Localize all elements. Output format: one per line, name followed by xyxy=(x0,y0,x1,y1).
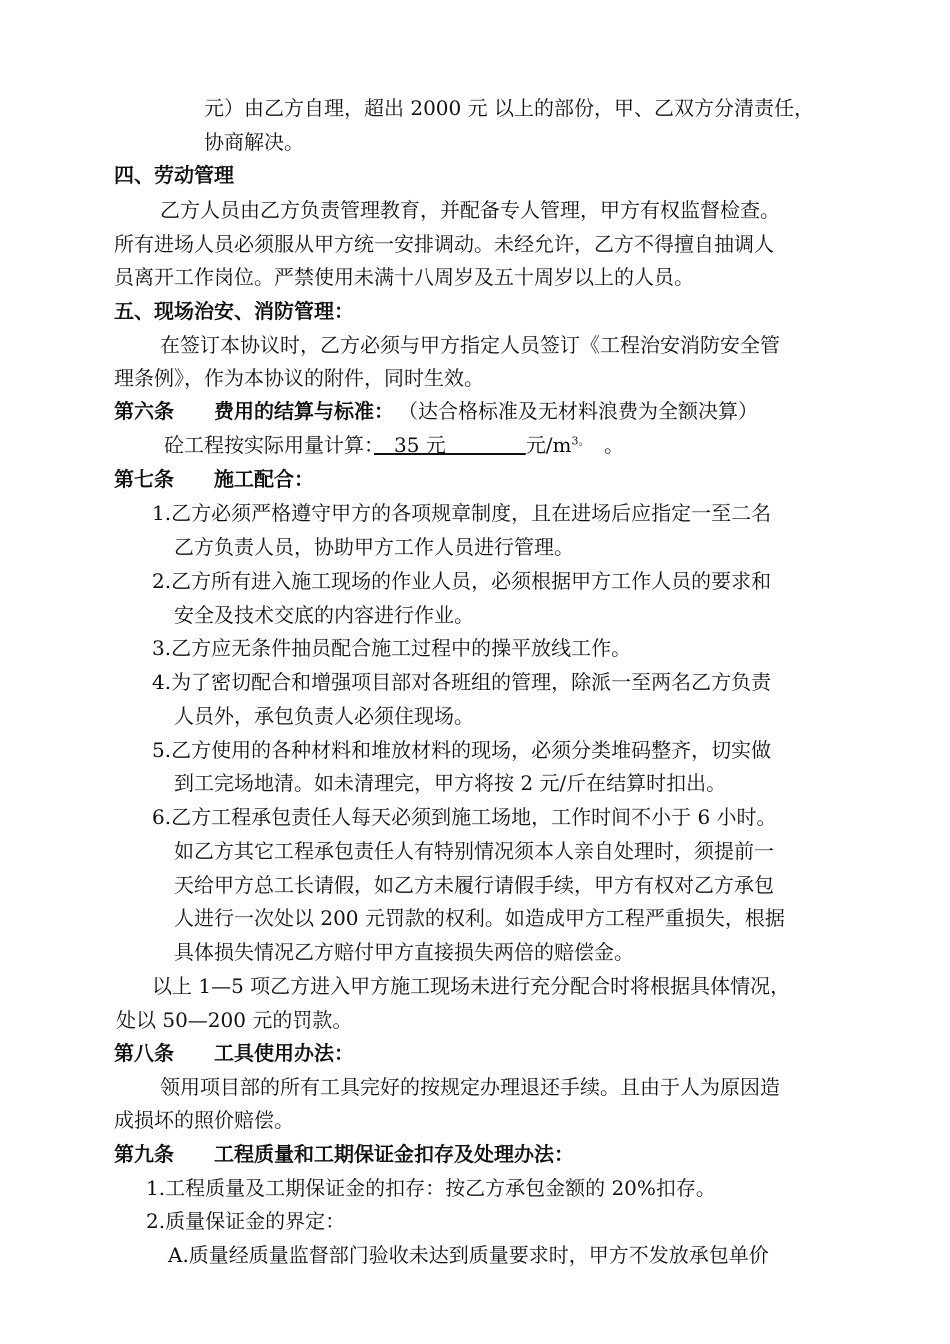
article-7-line-12: 天给甲方总工长请假，如乙方未履行请假手续，甲方有权对乙方承包 xyxy=(174,873,774,897)
article-6-calc-unit: 元/m xyxy=(525,433,572,457)
article-7-line-14: 具体损失情况乙方赔付甲方直接损失两倍的赔偿金。 xyxy=(174,940,634,964)
article-6-calc-sup: 3。 xyxy=(571,434,585,448)
article-7-line-7: 人员外，承包负责人必须住现场。 xyxy=(174,704,474,728)
article-6-heading: 第六条 费用的结算与标准： xyxy=(114,399,394,423)
section-4-line-2: 所有进场人员必须服从甲方统一安排调动。未经允许，乙方不得擅自抽调人 xyxy=(114,232,774,256)
article-7-line-10: 6.乙方工程承包责任人每天必须到施工场地，工作时间不小于 6 小时。 xyxy=(152,805,777,829)
section-5-line-2: 理条例》，作为本协议的附件，同时生效。 xyxy=(114,366,484,390)
article-9-line-2: 2.质量保证金的界定： xyxy=(146,1209,346,1233)
article-6-calc-row xyxy=(164,433,624,457)
section-5-line-1: 在签订本协议时，乙方必须与甲方指定人员签订《工程治安消防安全管 xyxy=(160,333,780,357)
intro-line-2: 协商解决。 xyxy=(204,130,304,154)
article-7-line-13: 人进行一次处以 200 元罚款的权利。如造成甲方工程严重损失，根据 xyxy=(174,906,785,930)
article-6-calc-label: 砼工程按实际用量计算： xyxy=(164,433,374,457)
article-7-line-8: 5.乙方使用的各种材料和堆放材料的现场，必须分类堆码整齐，切实做 xyxy=(152,738,772,762)
article-8-line-1: 领用项目部的所有工具完好的按规定办理退还手续。且由于人为原因造 xyxy=(160,1075,780,1099)
section-4-heading: 四、劳动管理 xyxy=(114,163,234,187)
intro-line-1: 元）由乙方自理，超出 2000 元 以上的部份，甲、乙双方分清责任， xyxy=(204,96,814,120)
article-7-heading: 第七条 施工配合： xyxy=(114,467,314,491)
article-7-summary-1: 以上 1—5 项乙方进入甲方施工现场未进行充分配合时将根据具体情况， xyxy=(152,974,791,998)
article-9-line-3: A.质量经质量监督部门验收未达到质量要求时，甲方不发放承包单价 xyxy=(168,1243,769,1267)
article-8-line-2: 成损坏的照价赔偿。 xyxy=(114,1108,294,1132)
article-7-line-3: 2.乙方所有进入施工现场的作业人员，必须根据甲方工作人员的要求和 xyxy=(152,569,772,593)
article-9-heading: 第九条 工程质量和工期保证金扣存及处理办法： xyxy=(114,1142,574,1166)
article-9-line-1: 1.工程质量及工期保证金的扣存：按乙方承包金额的 20%扣存。 xyxy=(146,1176,716,1200)
article-7-line-11: 如乙方其它工程承包责任人有特别情况须本人亲自处理时，须提前一 xyxy=(174,839,774,863)
article-7-summary-2: 处以 50—200 元的罚款。 xyxy=(116,1008,353,1032)
article-6-heading-row xyxy=(114,399,758,423)
article-7-line-1: 1.乙方必须严格遵守甲方的各项规章制度，且在进场后应指定一至二名 xyxy=(152,501,772,525)
section-5-heading: 五、现场治安、消防管理： xyxy=(114,299,354,323)
section-4-line-3: 员离开工作岗位。严禁使用未满十八周岁及五十周岁以上的人员。 xyxy=(114,265,694,289)
article-6-calc-end: 。 xyxy=(584,433,625,457)
article-7-line-9: 到工完场地清。如未清理完，甲方将按 2 元/斤在结算时扣出。 xyxy=(174,771,727,795)
article-7-line-4: 安全及技术交底的内容进行作业。 xyxy=(174,603,474,627)
article-6-calc-value: 35 元 xyxy=(374,433,526,457)
article-7-line-6: 4.为了密切配合和增强项目部对各班组的管理，除派一至两名乙方负责 xyxy=(152,670,772,694)
article-7-line-2: 乙方负责人员，协助甲方工作人员进行管理。 xyxy=(174,535,574,559)
section-4-line-1: 乙方人员由乙方负责管理教育，并配备专人管理，甲方有权监督检查。 xyxy=(160,198,780,222)
article-8-heading: 第八条 工具使用办法： xyxy=(114,1041,354,1065)
article-7-line-5: 3.乙方应无条件抽员配合施工过程中的操平放线工作。 xyxy=(152,636,632,660)
article-6-note: （达合格标准及无材料浪费为全额决算） xyxy=(408,399,758,423)
